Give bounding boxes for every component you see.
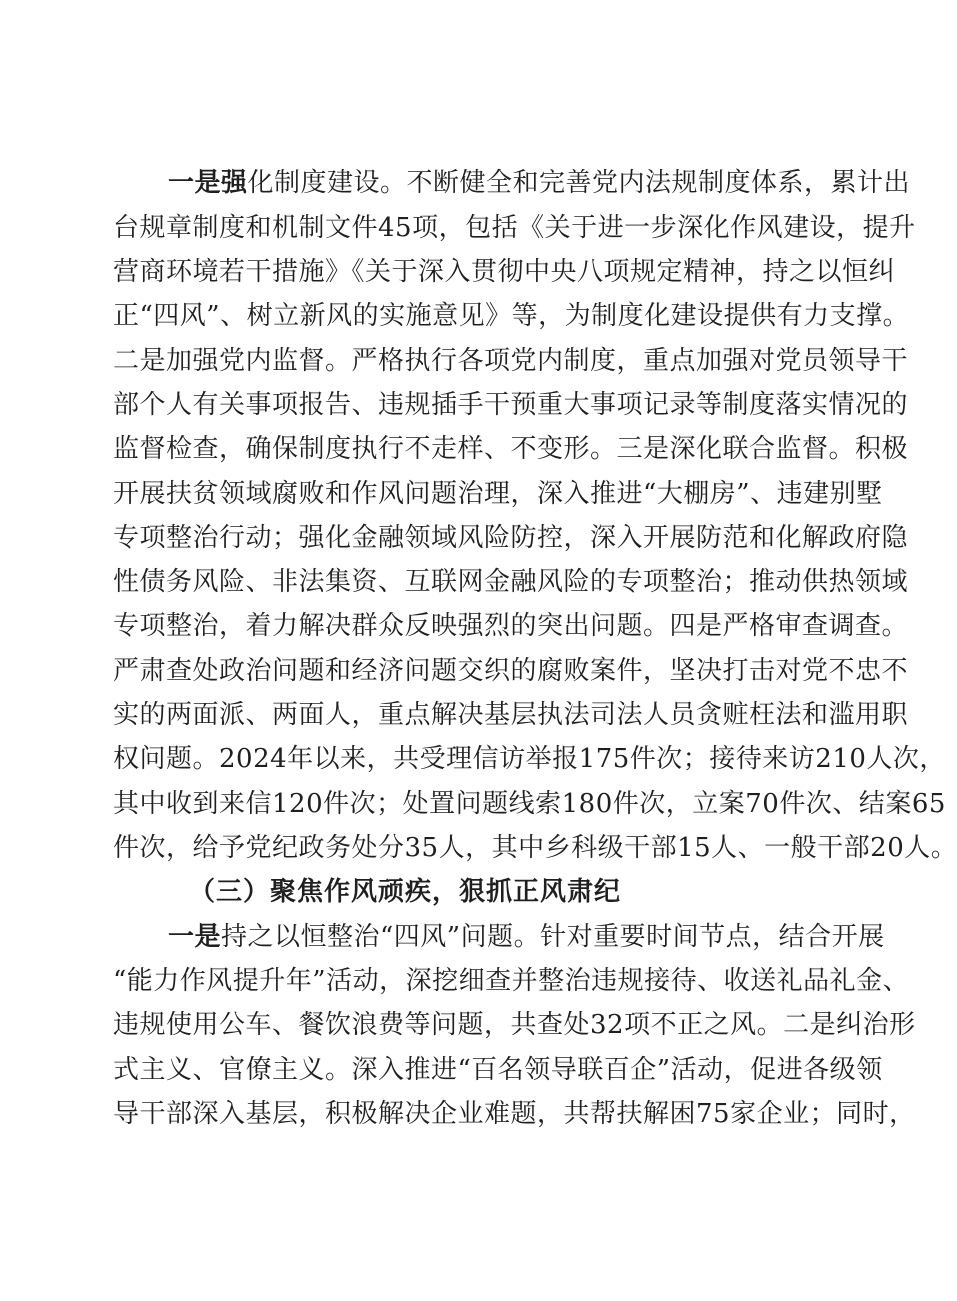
paragraph-1-line-1-text: 化制度建设。不断健全和完善党内法规制度体系，累计出 <box>247 168 911 198</box>
paragraph-2-line-5: 导干部深入基层，积极解决企业难题，共帮扶解困75家企业；同时， <box>113 1099 916 1129</box>
paragraph-2-line-2: “能力作风提升年”活动，深挖细查并整治违规接待、收送礼品礼金、 <box>113 966 910 996</box>
paragraph-1-line-2: 台规章制度和机制文件45项，包括《关于进一步深化作风建设，提升 <box>113 213 916 243</box>
paragraph-2-line-4: 式主义、官僚主义。深入推进“百名领导联百企”活动，促进各级领 <box>113 1055 883 1085</box>
paragraph-2-line-1-text: 持之以恒整治“四风”问题。针对重要时间节点，结合开展 <box>221 922 885 952</box>
paragraph-2-line-3: 违规使用公车、餐饮浪费等问题，共查处32项不正之风。二是纠治形 <box>113 1010 916 1040</box>
paragraph-1-line-12: 严肃查处政治问题和经济问题交织的腐败案件，坚决打击对党不忠不 <box>113 656 909 686</box>
paragraph-2-lead: 一是 <box>168 922 222 952</box>
document-page <box>113 0 957 1301</box>
paragraph-1-line-9: 专项整治行动；强化金融领域风险防控，深入开展防范和化解政府隐 <box>113 523 909 553</box>
paragraph-2-line-1 <box>168 915 885 959</box>
paragraph-1-line-8: 开展扶贫领域腐败和作风问题治理，深入推进“大棚房”、违建别墅 <box>113 479 883 509</box>
paragraph-1-line-11: 专项整治，着力解决群众反映强烈的突出问题。四是严格审查调查。 <box>113 611 909 641</box>
paragraph-1-line-13: 实的两面派、两面人，重点解决基层执法司法人员贪赃枉法和滥用职 <box>113 700 909 730</box>
paragraph-1-line-6: 部个人有关事项报告、违规插手干预重大事项记录等制度落实情况的 <box>113 390 909 420</box>
paragraph-1-line-1 <box>168 161 911 205</box>
paragraph-1-line-15: 其中收到来信120件次；处置问题线索180件次，立案70件次、结案65 <box>113 789 946 819</box>
paragraph-1-line-7: 监督检查，确保制度执行不走样、不变形。三是深化联合监督。积极 <box>113 434 909 464</box>
paragraph-1-line-10: 性债务风险、非法集资、互联网金融风险的专项整治；推动供热领域 <box>113 567 909 597</box>
paragraph-1-line-3: 营商环境若干措施》《关于深入贯彻中央八项规定精神，持之以恒纠 <box>113 257 896 287</box>
paragraph-1-line-16: 件次，给予党纪政务处分35人，其中乡科级干部15人、一般干部20人。 <box>113 833 957 863</box>
paragraph-1-line-4: 正“四风”、树立新风的实施意见》等，为制度化建设提供有力支撑。 <box>113 301 910 331</box>
paragraph-1-line-5: 二是加强党内监督。严格执行各项党内制度，重点加强对党员领导干 <box>113 346 909 376</box>
paragraph-1-lead: 一是强 <box>168 168 248 198</box>
section-heading: （三）聚焦作风顽疾，狠抓正风肃纪 <box>189 877 622 907</box>
paragraph-1-line-14: 权问题。2024年以来，共受理信访举报175件次；接待来访210人次， <box>113 744 946 774</box>
